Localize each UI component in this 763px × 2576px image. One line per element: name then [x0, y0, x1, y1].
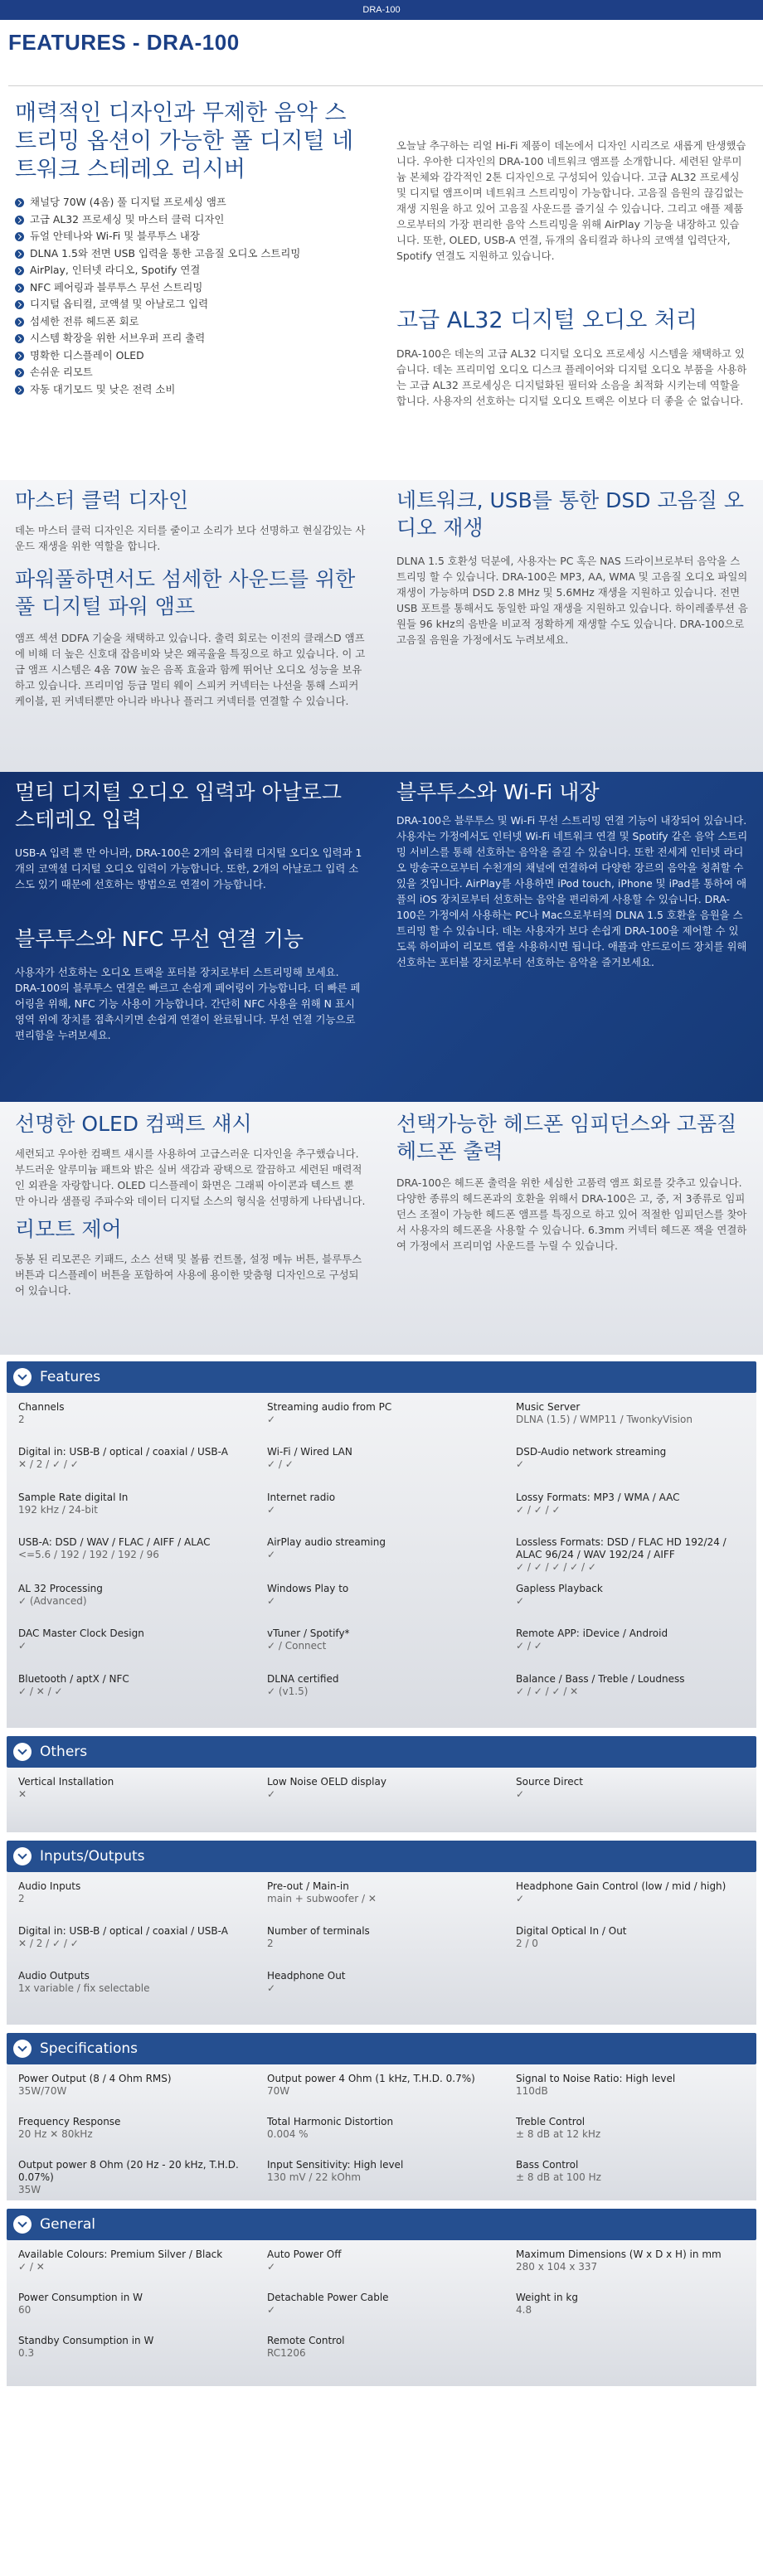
- page-header: [8, 20, 763, 86]
- feature-list-item: [15, 262, 367, 279]
- spec-item: [7, 1880, 255, 1919]
- section-toggle-inputs-outputs[interactable]: [7, 1841, 756, 1872]
- al32-text: DRA-100은 데논의 고급 AL32 디지털 오디오 프로세싱 시스템을 채택하고 있습니다. 데논 프리미엄 오디오 디스크 플레이어와 디지털 오디오 부품을 사용하는 고급 AL32 프로세싱은 디지털화된 필터와 소음을 최적화 시키는데 역할을 합니다. 사용자의 선호하는 디지털 오디오 트랙은 이보다 더 좋을 순 없습니다.: [396, 347, 747, 407]
- spec-item: [255, 2116, 504, 2152]
- spec-grid: [7, 2240, 756, 2386]
- spec-item: [7, 1776, 255, 1816]
- spec-item: [7, 1536, 255, 1575]
- spec-label: DAC Master Clock Design: [18, 1628, 144, 1640]
- spec-value: ✓: [516, 1788, 525, 1800]
- spec-value: ✓ / ✕: [18, 2261, 45, 2273]
- feature-list: [15, 194, 367, 398]
- feature-list-item: [15, 330, 367, 347]
- spec-item: [504, 2073, 750, 2109]
- check-bullet-icon: [15, 198, 24, 207]
- spec-item: [255, 1880, 504, 1919]
- spec-value: ✓ / ✕ / ✓: [18, 1685, 63, 1697]
- spec-value: 2: [267, 1938, 274, 1949]
- spec-item: [504, 2335, 750, 2371]
- spec-item: [504, 1401, 750, 1439]
- spec-value: 192 kHz / 24-bit: [18, 1503, 98, 1516]
- spec-label: Sample Rate digital In: [18, 1491, 129, 1503]
- feature-list-item: [15, 364, 367, 381]
- spec-label: Vertical Installation: [18, 1776, 114, 1788]
- intro-heading: 매력적인 디자인과 무제한 음악 스트리밍 옵션이 가능한 풀 디지털 네트워크 스테레오 리시버: [15, 100, 354, 182]
- wifi-heading: 블루투스와 Wi-Fi 내장: [396, 780, 600, 804]
- section-title: Others: [40, 1744, 88, 1760]
- multi-input-section: [0, 772, 763, 1102]
- spec-item: [255, 1492, 504, 1530]
- spec-item: [504, 1492, 750, 1530]
- spec-value: ✓: [267, 1788, 276, 1800]
- spec-label: Treble Control: [516, 2116, 586, 2127]
- spec-item: [7, 2335, 255, 2371]
- feature-list-label: 명확한 디스플레이 OLED: [30, 348, 144, 361]
- feature-list-label: NFC 페어링과 블루투스 무선 스트리밍: [30, 280, 203, 293]
- spec-item: [7, 2073, 255, 2109]
- check-bullet-icon: [15, 352, 24, 361]
- spec-value: ✓ / ✓ / ✓: [516, 1503, 561, 1516]
- spec-label: Signal to Noise Ratio: High level: [516, 2073, 676, 2084]
- spec-grid: [7, 2064, 756, 2200]
- spec-value: ✓: [267, 1594, 276, 1607]
- feature-list-label: 자동 대기모드 및 낮은 전력 소비: [30, 382, 176, 395]
- multi-text: USB-A 입력 뿐 만 아니라, DRA-100은 2개의 옵티컬 디지털 오디오 입력과 1개의 코액셜 디지털 오디오 입력이 가능합니다. 또한, 2개의 아날로그 입력 소스도 있기 때문에 선호하는 방법으로 연결이 가능합니다.: [15, 847, 362, 890]
- spec-item: [7, 1970, 255, 2008]
- spec-item: [504, 1673, 750, 1711]
- section-title: Specifications: [40, 2040, 139, 2057]
- page-title: FEATURES - DRA-100: [8, 30, 240, 55]
- feature-list-label: 채널당 70W (4옴) 풀 디지털 프로세싱 앰프: [30, 196, 226, 208]
- nfc-text: 사용자가 선호하는 오디오 트랙을 포터블 장치로부터 스트리밍해 보세요. DRA-100의 블루투스 연결은 빠르고 손쉽게 페어링이 가능합니다. 더 빠른 페어링을 위해, NFC 기능 사용이 가능합니다. 간단히 NFC 사용을 위해 N 표시 영역 위에 장치를 접촉시키면 손쉽게 연결이 완료됩니다. 무선 연결 기능으로 편리함을 누려보세요.: [15, 966, 361, 1041]
- spec-value: ✓: [516, 1594, 525, 1607]
- check-bullet-icon: [15, 232, 24, 241]
- spec-sections: [0, 1355, 763, 2386]
- spec-item: [255, 2159, 504, 2195]
- spec-item: [504, 1970, 750, 2008]
- spec-item: [255, 1925, 504, 1963]
- chevron-down-icon: [13, 2040, 32, 2058]
- spec-value: 60: [18, 2304, 32, 2316]
- spec-item: [7, 2292, 255, 2328]
- spec-item: [504, 2249, 750, 2285]
- feature-list-item: [15, 228, 367, 245]
- spec-value: 2 / 0: [516, 1938, 538, 1949]
- spec-value: DLNA (1.5) / WMP11 / TwonkyVision: [516, 1414, 693, 1425]
- spec-label: vTuner / Spotify*: [267, 1628, 350, 1640]
- spec-item: [255, 1446, 504, 1484]
- spec-label: Bluetooth / aptX / NFC: [18, 1672, 129, 1685]
- feature-list-item: [15, 381, 367, 399]
- spec-value: 280 x 104 x 337: [516, 2261, 598, 2273]
- headphone-heading: 선택가능한 헤드폰 임피던스와 고품질 헤드폰 출력: [396, 1112, 737, 1163]
- oled-heading: 선명한 OLED 컴팩트 섀시: [15, 1112, 252, 1136]
- spec-item: [504, 1776, 750, 1816]
- spec-value: <=5.6 / 192 / 192 / 192 / 96: [18, 1549, 159, 1561]
- spec-label: Digital in: USB-B / optical / coaxial / USB-A: [18, 1925, 228, 1937]
- spec-value: ✓ (Advanced): [18, 1594, 87, 1607]
- spec-item: [7, 1492, 255, 1530]
- feature-list-label: 섬세한 전류 헤드폰 회로: [30, 314, 139, 327]
- spec-label: Output power 4 Ohm (1 kHz, T.H.D. 0.7%): [267, 2073, 475, 2084]
- spec-value: ✓: [267, 1414, 276, 1425]
- spec-label: Source Direct: [516, 1776, 583, 1788]
- spec-label: Headphone Gain Control (low / mid / high): [516, 1880, 727, 1892]
- feature-list-label: AirPlay, 인터넷 라디오, Spotify 연결: [30, 264, 201, 276]
- spec-label: Input Sensitivity: High level: [267, 2159, 404, 2171]
- feature-list-item: [15, 211, 367, 229]
- spec-item: [255, 1673, 504, 1711]
- spec-label: Remote APP: iDevice / Android: [516, 1628, 668, 1640]
- spec-value: ✓ / ✓ / ✓ / ✕: [516, 1685, 579, 1697]
- oled-text: 세련되고 우아한 컴팩트 섀시를 사용하여 고급스러운 디자인을 추구했습니다. 부드러운 알루미늄 패트와 밝은 실버 색감과 광택으로 깔끔하고 세련된 매력적인 외관을 자랑합니다. OLED 디스플레이 화면은 그래픽 아이콘과 텍스트 뿐 만 아니라 샘플링 주파수와 데이터 디지털 소스의 형식을 선명하게 나타냅니다.: [15, 1147, 366, 1207]
- spec-item: [504, 1628, 750, 1666]
- spec-item: [7, 1628, 255, 1666]
- spec-value: 110dB: [516, 2085, 548, 2097]
- spec-item: [255, 2073, 504, 2109]
- section-toggle-others[interactable]: [7, 1736, 756, 1768]
- spec-grid: [7, 1768, 756, 1832]
- section-title: Features: [40, 1369, 101, 1385]
- spec-label: Streaming audio from PC: [267, 1401, 392, 1413]
- spec-item: [504, 1880, 750, 1919]
- section-toggle-general[interactable]: [7, 2209, 756, 2240]
- chevron-down-icon: [13, 1847, 32, 1865]
- feature-list-item: [15, 194, 367, 211]
- spec-value: ✓ / ✓ / ✓ / ✓ / ✓: [516, 1561, 596, 1574]
- spec-value: ✓: [267, 2304, 276, 2316]
- multi-heading: 멀티 디지털 오디오 입력과 아날로그 스테레오 입력: [15, 780, 343, 832]
- feature-list-label: 듀얼 안테나와 Wi-Fi 및 블루투스 내장: [30, 230, 200, 242]
- spec-item: [7, 1401, 255, 1439]
- masterclock-heading: 마스터 클럭 디자인: [15, 488, 189, 512]
- feature-list-label: 디지털 옵티컬, 코액셜 및 아날로그 입력: [30, 298, 209, 310]
- spec-item: [7, 1925, 255, 1963]
- section-toggle-specifications[interactable]: [7, 2033, 756, 2064]
- amp-heading: 파워풀하면서도 섬세한 사운드를 위한 풀 디지털 파워 앰프: [15, 567, 356, 619]
- check-bullet-icon: [15, 284, 24, 293]
- spec-value: ✓: [18, 1640, 27, 1652]
- spec-value: ✓ (v1.5): [267, 1685, 309, 1697]
- check-bullet-icon: [15, 216, 24, 225]
- spec-item: [7, 2116, 255, 2152]
- spec-label: Windows Play to: [267, 1582, 349, 1594]
- spec-label: Music Server: [516, 1401, 581, 1413]
- feature-list-label: 고급 AL32 프로세싱 및 마스터 클럭 디자인: [30, 212, 225, 226]
- spec-grid: [7, 1393, 756, 1728]
- chevron-down-icon: [13, 1743, 32, 1761]
- spec-label: Bass Control: [516, 2159, 579, 2171]
- spec-label: Headphone Out: [267, 1970, 346, 1982]
- spec-value: ✓: [267, 1982, 276, 1994]
- spec-value: 20 Hz ✕ 80kHz: [18, 2128, 93, 2140]
- remote-text: 동봉 된 리모콘은 키패드, 소스 선택 및 볼륨 컨트롤, 설정 메뉴 버튼, 블루투스 버튼과 디스플레이 버튼을 포함하여 사용에 용이한 맞춤형 디자인으로 구성되어 있습니다.: [15, 1253, 362, 1297]
- spec-value: ✓ / ✓: [267, 1458, 294, 1471]
- spec-value: 2: [18, 1414, 25, 1425]
- dsd-heading: 네트워크, USB를 통한 DSD 고음질 오디오 재생: [396, 488, 745, 540]
- check-bullet-icon: [15, 368, 24, 377]
- wifi-text: DRA-100은 블루투스 및 Wi-Fi 무선 스트리밍 연결 기능이 내장되어 있습니다. 사용자는 가정에서도 인터넷 Wi-Fi 네트워크 연결 및 Spotify 같은 음악 스트리밍 서비스를 통해 선호하는 음악을 즐길 수 있습니다. 또한 전세계 인터넷 라디오 방송국으로부터 수천개의 채널에 연결하여 다양한 장르의 음악을 청취할 수 있을 것입니다. AirPlay를 사용하면 iPod touch, iPhone 및 iPad를 통하여 애플의 iOS 장치로부터 선호하는 음악을 편리하게 사용할 수 있습니다. DRA-100은 가정에서 사용하는 PC나 Mac으로부터의 DLNA 1.5 호환을 음원을 스트리밍 할 수 있습니다. 데논 사용자가 보다 손쉽게 DRA-100을 제어할 수 있도록 하이파이 리모트 앱을 사용하시면 됩니다. 애플과 안드로이드 장치를 위해 선호하는 포터블 장치로부터 선호하는 음악을 즐거보세요.: [396, 814, 748, 968]
- spec-value: 70W: [267, 2085, 290, 2097]
- spec-label: AirPlay audio streaming: [267, 1536, 386, 1549]
- spec-label: Output power 8 Ohm (20 Hz - 20 kHz, T.H.D. 0.07%): [18, 2159, 239, 2183]
- spec-label: Low Noise OELD display: [267, 1776, 386, 1788]
- feature-list-label: 손쉬운 리모트: [30, 366, 93, 378]
- spec-item: [255, 1628, 504, 1666]
- spec-item: [255, 2292, 504, 2328]
- spec-label: Channels: [18, 1401, 65, 1413]
- spec-item: [504, 1536, 750, 1575]
- spec-label: DSD-Audio network streaming: [516, 1446, 667, 1458]
- top-bar: [0, 0, 763, 20]
- spec-value: ✓: [516, 1893, 525, 1904]
- spec-label: Number of terminals: [267, 1925, 370, 1937]
- section-toggle-features[interactable]: [7, 1361, 756, 1393]
- spec-value: ✓: [267, 1549, 276, 1561]
- spec-label: Lossless Formats: DSD / FLAC HD 192/24 / ALAC 96/24 / WAV 192/24 / AIFF: [516, 1536, 727, 1561]
- spec-item: [7, 1673, 255, 1711]
- remote-heading: 리모트 제어: [15, 1217, 122, 1241]
- spec-value: RC1206: [267, 2347, 306, 2359]
- spec-item: [255, 1970, 504, 2008]
- feature-list-item: [15, 245, 367, 263]
- spec-label: Frequency Response: [18, 2116, 121, 2127]
- spec-item: [504, 1446, 750, 1484]
- spec-value: ✓: [267, 1503, 276, 1516]
- spec-value: ✓: [516, 1458, 525, 1471]
- dsd-text: DLNA 1.5 호환성 덕분에, 사용자는 PC 혹은 NAS 드라이브로부터 음악을 스트리밍 할 수 있습니다. DRA-100은 MP3, AA, WMA 및 고음질 오디오 파일의 재생이 가능하며 DSD 2.8 MHz 및 5.6MHz 재생을 지원하고 있습니다. 전면 USB 포트를 통해서도 동일한 파일 재생을 지원하고 있습니다. 하이레졸루션 음원들 96 kHz의 음반을 비교적 정확하게 재생할 수도 있습니다. DRA-100으로 고음질 음원을 가정에서도 누려보세요.: [396, 555, 748, 646]
- spec-label: Internet radio: [267, 1491, 336, 1503]
- spec-label: Power Consumption in W: [18, 2292, 143, 2303]
- chevron-down-icon: [13, 2215, 32, 2234]
- spec-item: [255, 1776, 504, 1816]
- check-bullet-icon: [15, 266, 24, 275]
- spec-item: [255, 1401, 504, 1439]
- spec-value: ✕: [18, 1788, 27, 1800]
- spec-item: [255, 1583, 504, 1621]
- check-bullet-icon: [15, 334, 24, 343]
- spec-label: Balance / Bass / Treble / Loudness: [516, 1672, 685, 1685]
- feature-list-label: DLNA 1.5와 전면 USB 입력을 통한 고음질 오디오 스트리밍: [30, 246, 301, 260]
- spec-value: ± 8 dB at 100 Hz: [516, 2171, 601, 2183]
- spec-label: Standby Consumption in W: [18, 2335, 154, 2346]
- spec-label: Digital in: USB-B / optical / coaxial / USB-A: [18, 1446, 228, 1458]
- check-bullet-icon: [15, 250, 24, 259]
- top-bar-title: DRA-100: [362, 5, 401, 15]
- feature-list-label: 시스템 확장을 위한 서브우퍼 프리 출력: [30, 332, 206, 344]
- spec-label: Maximum Dimensions (W x D x H) in mm: [516, 2249, 722, 2260]
- spec-value: ± 8 dB at 12 kHz: [516, 2128, 601, 2140]
- spec-item: [7, 2159, 255, 2195]
- spec-value: 1x variable / fix selectable: [18, 1982, 150, 1994]
- spec-item: [7, 1583, 255, 1621]
- amp-text: 앰프 섹션 DDFA 기술을 채택하고 있습니다. 출력 회로는 이전의 클래스D 앰프에 비해 더 높은 신호대 잡음비와 낮은 왜곡율을 특징으로 하고 있습니다. 이 고급 앰프 시스템은 4옴 70W 높은 음폭 효율과 함께 뛰어난 오디오 성능을 보유하고 있습니다. 프리미엄 등급 멀티 웨이 스피커 커넥터는 나선을 통해 스피커 케이블, 핀 커넥터뿐만 아니라 바나나 플러그 커넥터를 연결할 수 있습니다.: [15, 632, 366, 707]
- spec-value: 0.004 %: [267, 2128, 309, 2140]
- spec-label: DLNA certified: [267, 1672, 339, 1685]
- feature-list-item: [15, 279, 367, 297]
- spec-item: [255, 1536, 504, 1575]
- spec-label: Total Harmonic Distortion: [267, 2116, 394, 2127]
- spec-item: [504, 2292, 750, 2328]
- masterclock-section: [0, 480, 763, 772]
- nfc-heading: 블루투스와 NFC 무선 연결 기능: [15, 927, 304, 951]
- feature-list-item: [15, 347, 367, 365]
- spec-label: Gapless Playback: [516, 1582, 603, 1594]
- spec-label: Power Output (8 / 4 Ohm RMS): [18, 2073, 172, 2084]
- feature-list-item: [15, 296, 367, 313]
- spec-label: Audio Inputs: [18, 1880, 81, 1892]
- spec-label: Weight in kg: [516, 2292, 578, 2303]
- spec-item: [7, 1446, 255, 1484]
- spec-value: 2: [18, 1893, 25, 1904]
- spec-item: [504, 2116, 750, 2152]
- intro-section: [0, 86, 763, 480]
- section-title: Inputs/Outputs: [40, 1848, 145, 1865]
- spec-label: AL 32 Processing: [18, 1582, 103, 1594]
- spec-label: Auto Power Off: [267, 2249, 342, 2260]
- headphone-text: DRA-100은 헤드폰 출력을 위한 세심한 고품력 앰프 회로를 갖추고 있습니다. 다양한 종류의 헤드폰과의 호환을 위해서 DRA-100은 고, 중, 저 3종류로 임피던스 조절이 가능한 헤드폰 앰프를 특징으로 하고 있어 적절한 임피던스를 찾아서 사용자의 헤드폰을 사용할 수 있습니다. 6.3mm 커넥터 헤드폰 잭을 연결하여 가정에서 프리미엄 사운드를 누릴 수 있습니다.: [396, 1176, 747, 1252]
- spec-label: Audio Outputs: [18, 1970, 90, 1982]
- spec-value: 35W/70W: [18, 2085, 67, 2097]
- spec-value: 130 mV / 22 kOhm: [267, 2171, 362, 2183]
- spec-label: USB-A: DSD / WAV / FLAC / AIFF / ALAC: [18, 1536, 211, 1549]
- spec-label: Pre-out / Main-in: [267, 1880, 349, 1892]
- spec-label: Available Colours: Premium Silver / Black: [18, 2249, 223, 2260]
- oled-section: [0, 1102, 763, 1355]
- spec-item: [7, 2249, 255, 2285]
- spec-grid: [7, 1872, 756, 2025]
- spec-label: Remote Control: [267, 2335, 345, 2346]
- spec-item: [504, 1583, 750, 1621]
- spec-value: ✓ / Connect: [267, 1640, 327, 1652]
- check-bullet-icon: [15, 300, 24, 309]
- chevron-down-icon: [13, 1368, 32, 1386]
- masterclock-text: 데논 마스터 클럭 디자인은 지터를 줄이고 소리가 보다 선명하고 현실감있는 사운드 재생을 위한 역할을 합니다.: [15, 524, 366, 552]
- spec-label: Wi-Fi / Wired LAN: [267, 1446, 352, 1458]
- spec-value: main + subwoofer / ✕: [267, 1893, 377, 1904]
- spec-label: Lossy Formats: MP3 / WMA / AAC: [516, 1491, 680, 1503]
- check-bullet-icon: [15, 318, 24, 327]
- al32-heading: 고급 AL32 디지털 오디오 처리: [396, 308, 698, 333]
- spec-label: Detachable Power Cable: [267, 2292, 389, 2303]
- section-title: General: [40, 2216, 95, 2233]
- intro-text: 오늘날 추구하는 리얼 Hi-Fi 제품이 데논에서 디자인 시리즈로 새롭게 탄생했습니다. 우아한 디자인의 DRA-100 네트워크 앰프를 소개합니다. 세련된 알루미늄 본체와 감각적인 2톤 디자인으로 구성되어 있습니다. 고급 AL32 프로세싱 및 디지털 앰프이며 네트워크 스트리밍이 가능합니다. 고음질 음원의 끊김없는 재생 지원을 하고 있어 고음질 사운드를 즐기실 수 있습니다. 그리고 애플 제품으로부터의 가장 편리한 음악 스트리밍을 위해 AirPlay 기능을 내장하고 있습니다. 또한, OLED, USB-A 연결, 듀개의 옵티컬과 하나의 코액셜 입력단자, Spotify 연결도 지원하고 있습니다.: [396, 139, 746, 262]
- feature-list-item: [15, 313, 367, 331]
- spec-value: ✓ / ✓: [516, 1640, 542, 1652]
- spec-value: ✕ / 2 / ✓ / ✓: [18, 1938, 79, 1949]
- spec-value: ✕ / 2 / ✓ / ✓: [18, 1458, 79, 1471]
- spec-item: [255, 2335, 504, 2371]
- spec-item: [504, 1925, 750, 1963]
- spec-value: 4.8: [516, 2304, 532, 2316]
- spec-label: Digital Optical In / Out: [516, 1925, 627, 1937]
- spec-value: 0.3: [18, 2347, 35, 2359]
- check-bullet-icon: [15, 386, 24, 395]
- spec-value: 35W: [18, 2184, 41, 2195]
- spec-item: [504, 2159, 750, 2195]
- spec-item: [255, 2249, 504, 2285]
- spec-value: ✓: [267, 2261, 276, 2273]
